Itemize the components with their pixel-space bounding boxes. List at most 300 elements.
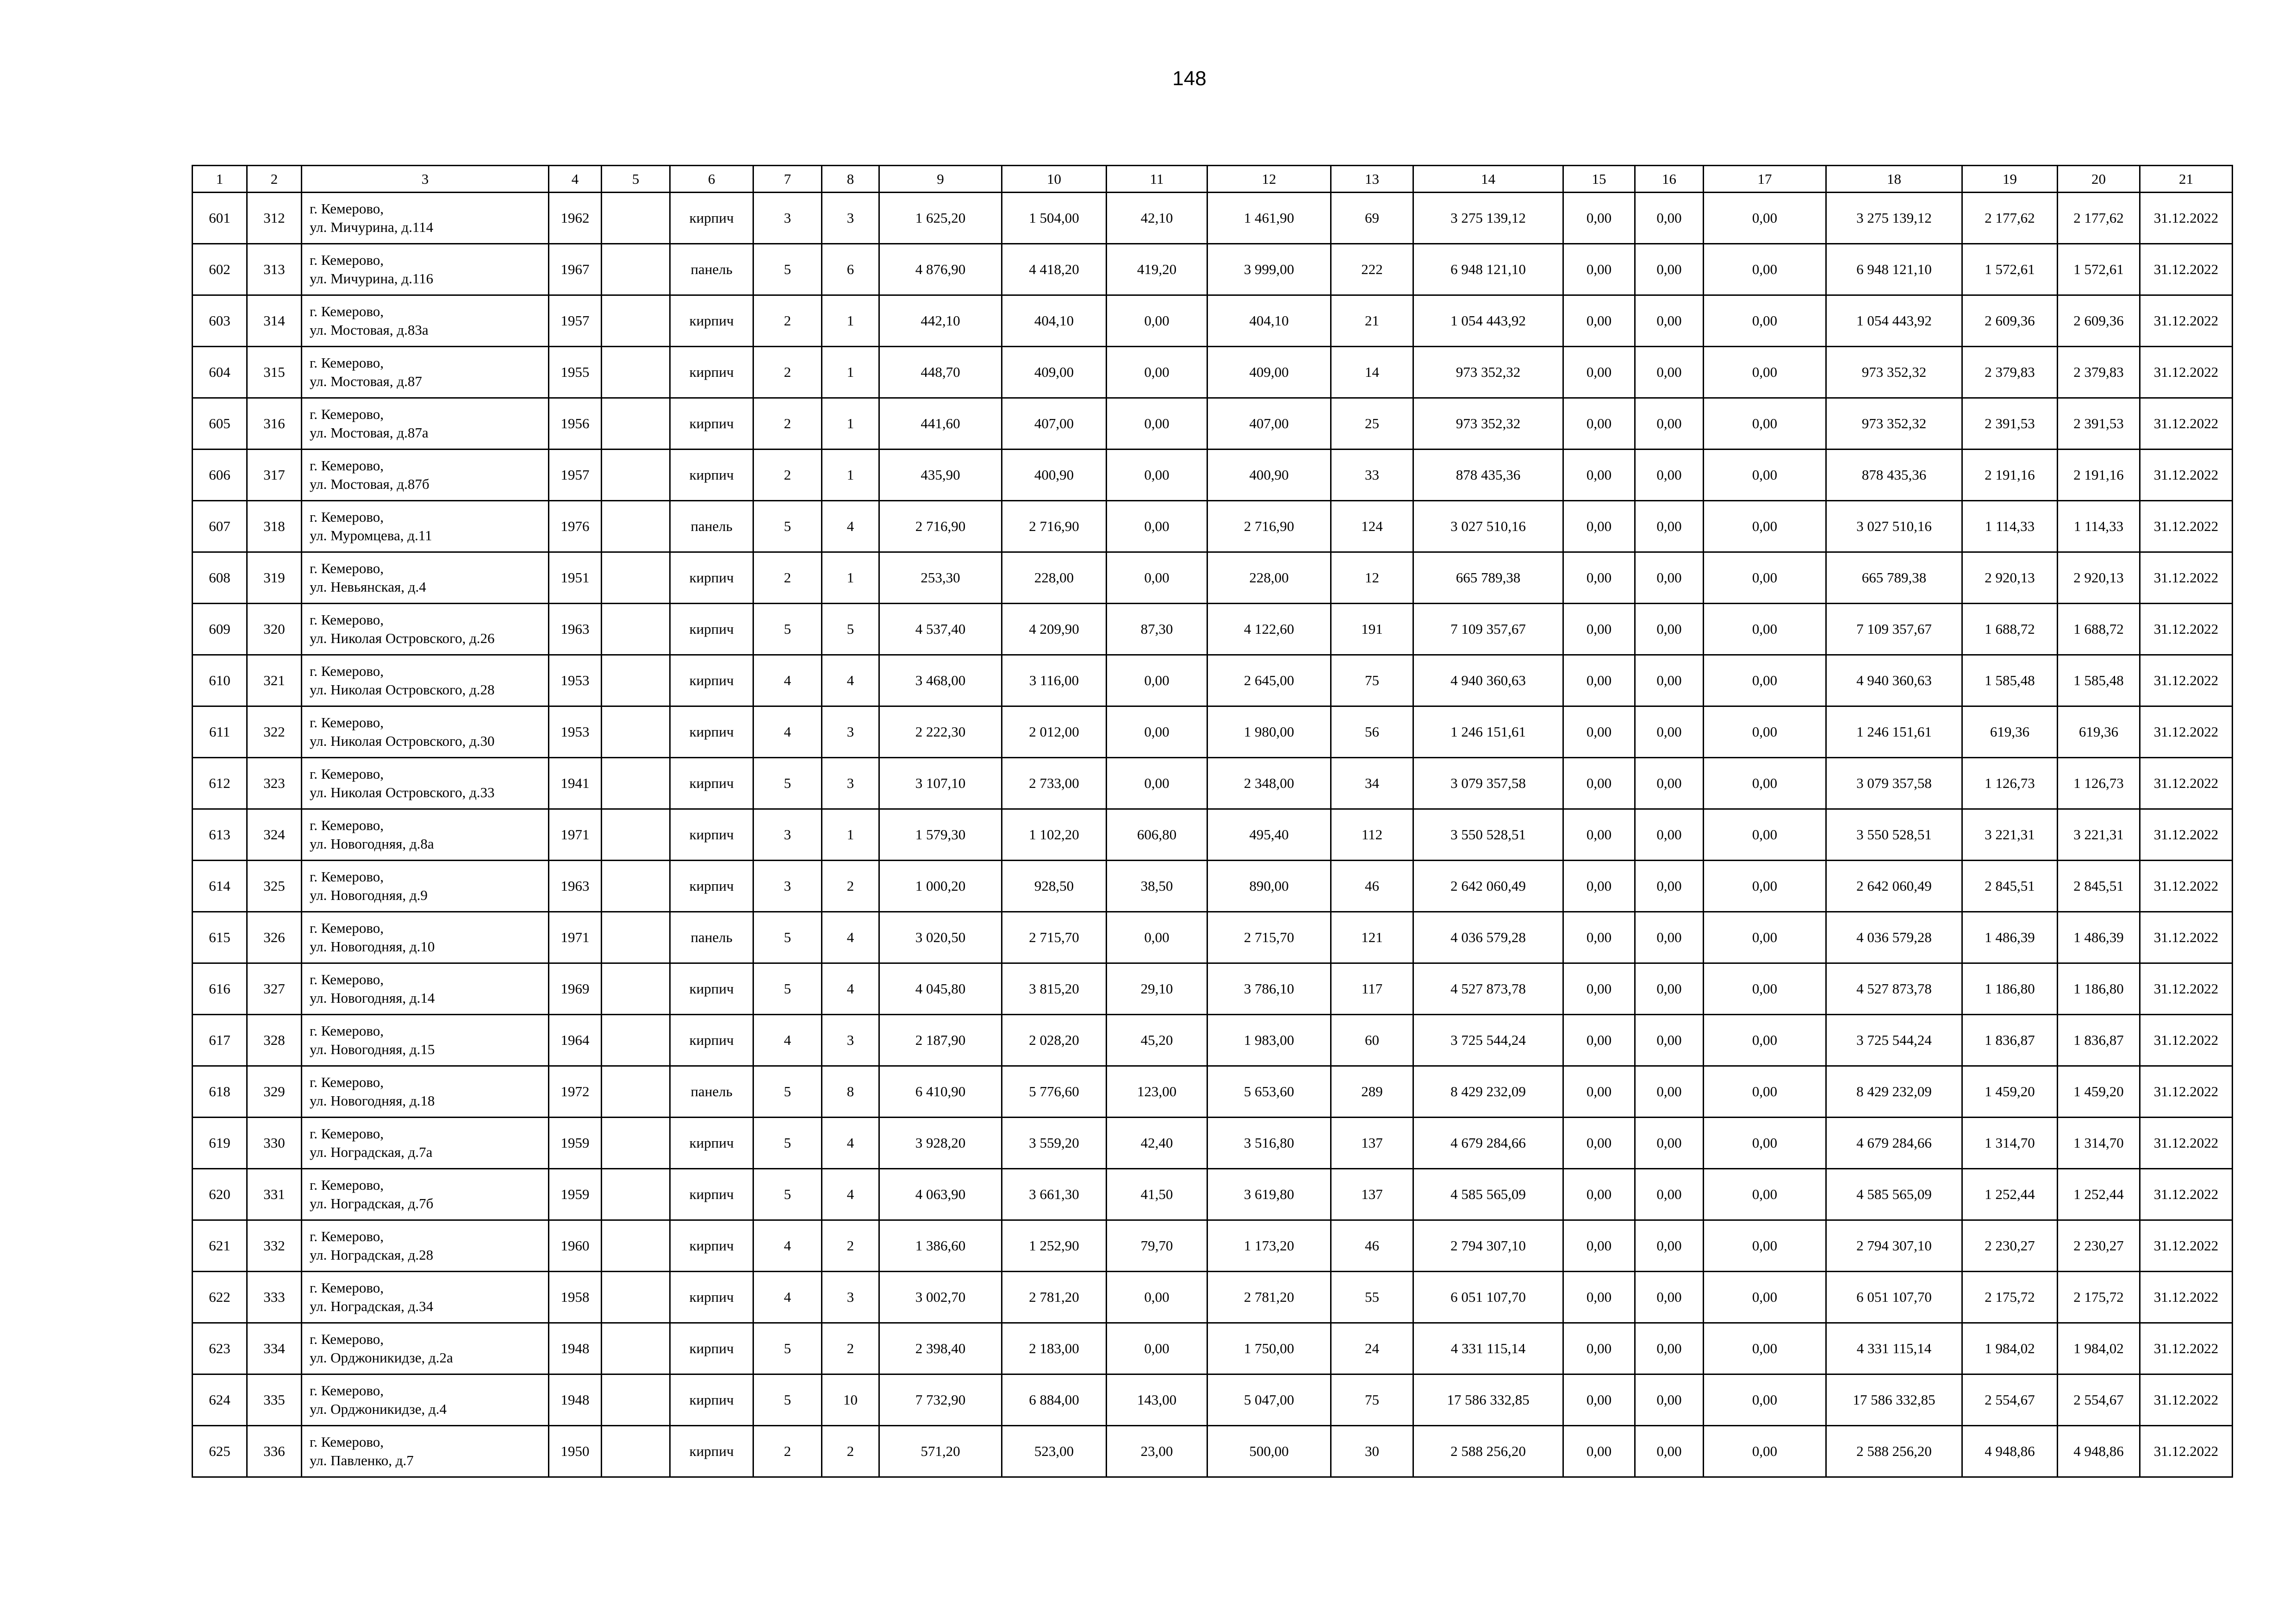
cell-c19: 4 948,86: [1962, 1426, 2058, 1477]
cell-id: 321: [247, 655, 302, 706]
cell-c19: 3 221,31: [1962, 809, 2058, 861]
cell-c13: 21: [1331, 295, 1413, 347]
cell-material: кирпич: [670, 963, 753, 1015]
cell-c11: 419,20: [1107, 244, 1207, 295]
address-street: ул. Мостовая, д.87: [310, 373, 422, 389]
cell-c16: 0,00: [1635, 1426, 1704, 1477]
cell-id: 319: [247, 552, 302, 604]
address-street: ул. Мостовая, д.87б: [310, 476, 429, 492]
address-street: ул. Новогодняя, д.10: [310, 938, 435, 955]
table-row: [193, 706, 2233, 758]
cell-c11: 0,00: [1107, 655, 1207, 706]
cell-c11: 42,40: [1107, 1118, 1207, 1169]
cell-date: 31.12.2022: [2140, 1015, 2233, 1066]
cell-c20: 2 175,72: [2058, 1272, 2140, 1323]
table-row: [193, 809, 2233, 861]
cell-c18: 4 679 284,66: [1826, 1118, 1962, 1169]
cell-id: 333: [247, 1272, 302, 1323]
cell-c17: 0,00: [1704, 295, 1826, 347]
cell-c14: 1 054 443,92: [1413, 295, 1563, 347]
cell-c5: [602, 1374, 670, 1426]
cell-c20: 1 486,39: [2058, 912, 2140, 963]
cell-n: 616: [193, 963, 247, 1015]
cell-c18: 4 036 579,28: [1826, 912, 1962, 963]
cell-material: кирпич: [670, 450, 753, 501]
cell-c9: 2 398,40: [879, 1323, 1002, 1374]
cell-c12: 1 461,90: [1207, 193, 1331, 244]
cell-c18: 7 109 357,67: [1826, 604, 1962, 655]
cell-c5: [602, 552, 670, 604]
cell-year: 1957: [549, 295, 602, 347]
cell-c15: 0,00: [1563, 809, 1635, 861]
cell-c16: 0,00: [1635, 758, 1704, 809]
cell-c20: 4 948,86: [2058, 1426, 2140, 1477]
cell-date: 31.12.2022: [2140, 1066, 2233, 1118]
cell-c14: 2 794 307,10: [1413, 1220, 1563, 1272]
cell-c5: [602, 450, 670, 501]
cell-c15: 0,00: [1563, 758, 1635, 809]
cell-c11: 123,00: [1107, 1066, 1207, 1118]
cell-material: кирпич: [670, 295, 753, 347]
cell-c11: 0,00: [1107, 758, 1207, 809]
address-street: ул. Ноградская, д.7б: [310, 1195, 434, 1212]
cell-material: кирпич: [670, 758, 753, 809]
table-row: [193, 501, 2233, 552]
cell-id: 317: [247, 450, 302, 501]
cell-material: кирпич: [670, 1169, 753, 1220]
cell-date: 31.12.2022: [2140, 1169, 2233, 1220]
cell-c12: 3 516,80: [1207, 1118, 1331, 1169]
cell-c5: [602, 347, 670, 398]
cell-c5: [602, 604, 670, 655]
cell-c19: 1 114,33: [1962, 501, 2058, 552]
cell-c10: 400,90: [1002, 450, 1107, 501]
cell-c18: 4 527 873,78: [1826, 963, 1962, 1015]
address-cell: [302, 1374, 549, 1426]
cell-material: кирпич: [670, 1118, 753, 1169]
cell-c5: [602, 1426, 670, 1477]
cell-c20: 1 459,20: [2058, 1066, 2140, 1118]
cell-entrances: 2: [822, 1323, 879, 1374]
cell-c18: 6 051 107,70: [1826, 1272, 1962, 1323]
cell-year: 1963: [549, 861, 602, 912]
cell-material: кирпич: [670, 398, 753, 450]
cell-c9: 2 187,90: [879, 1015, 1002, 1066]
cell-year: 1976: [549, 501, 602, 552]
column-number-cell: 7: [753, 166, 822, 193]
cell-c5: [602, 655, 670, 706]
cell-c12: 1 983,00: [1207, 1015, 1331, 1066]
cell-c11: 87,30: [1107, 604, 1207, 655]
cell-entrances: 8: [822, 1066, 879, 1118]
cell-material: кирпич: [670, 1426, 753, 1477]
address-cell: [302, 1015, 549, 1066]
cell-c15: 0,00: [1563, 552, 1635, 604]
cell-c14: 4 585 565,09: [1413, 1169, 1563, 1220]
cell-floors: 5: [753, 912, 822, 963]
cell-year: 1971: [549, 912, 602, 963]
column-number-cell: 21: [2140, 166, 2233, 193]
table-row: [193, 398, 2233, 450]
cell-c20: 1 836,87: [2058, 1015, 2140, 1066]
cell-entrances: 1: [822, 295, 879, 347]
cell-c18: 8 429 232,09: [1826, 1066, 1962, 1118]
address-city: г. Кемерово,: [310, 1382, 384, 1399]
cell-c14: 665 789,38: [1413, 552, 1563, 604]
cell-c13: 124: [1331, 501, 1413, 552]
address-city: г. Кемерово,: [310, 457, 384, 474]
cell-floors: 2: [753, 1426, 822, 1477]
column-number-cell: 5: [602, 166, 670, 193]
cell-date: 31.12.2022: [2140, 963, 2233, 1015]
cell-date: 31.12.2022: [2140, 1426, 2233, 1477]
cell-date: 31.12.2022: [2140, 604, 2233, 655]
cell-c15: 0,00: [1563, 295, 1635, 347]
cell-c20: 1 984,02: [2058, 1323, 2140, 1374]
column-number-cell: 13: [1331, 166, 1413, 193]
cell-c19: 1 836,87: [1962, 1015, 2058, 1066]
cell-year: 1951: [549, 552, 602, 604]
cell-c19: 1 486,39: [1962, 912, 2058, 963]
address-city: г. Кемерово,: [310, 252, 384, 268]
cell-c14: 4 331 115,14: [1413, 1323, 1563, 1374]
cell-floors: 5: [753, 1323, 822, 1374]
address-city: г. Кемерово,: [310, 1074, 384, 1090]
cell-c15: 0,00: [1563, 501, 1635, 552]
cell-c9: 1 579,30: [879, 809, 1002, 861]
cell-date: 31.12.2022: [2140, 295, 2233, 347]
cell-date: 31.12.2022: [2140, 347, 2233, 398]
cell-year: 1955: [549, 347, 602, 398]
address-cell: [302, 1272, 549, 1323]
cell-floors: 2: [753, 552, 822, 604]
cell-c5: [602, 1323, 670, 1374]
address-city: г. Кемерово,: [310, 612, 384, 628]
cell-c16: 0,00: [1635, 1118, 1704, 1169]
cell-id: 316: [247, 398, 302, 450]
address-city: г. Кемерово,: [310, 971, 384, 987]
cell-c12: 1 750,00: [1207, 1323, 1331, 1374]
cell-c13: 46: [1331, 861, 1413, 912]
address-street: ул. Мостовая, д.87а: [310, 425, 429, 441]
cell-c10: 5 776,60: [1002, 1066, 1107, 1118]
cell-c18: 1 246 151,61: [1826, 706, 1962, 758]
cell-floors: 5: [753, 1066, 822, 1118]
cell-n: 613: [193, 809, 247, 861]
cell-year: 1964: [549, 1015, 602, 1066]
cell-c13: 55: [1331, 1272, 1413, 1323]
cell-date: 31.12.2022: [2140, 655, 2233, 706]
cell-c16: 0,00: [1635, 1272, 1704, 1323]
address-city: г. Кемерово,: [310, 1177, 384, 1193]
cell-c19: 1 252,44: [1962, 1169, 2058, 1220]
cell-c17: 0,00: [1704, 450, 1826, 501]
address-street: ул. Новогодняя, д.15: [310, 1041, 435, 1057]
cell-c13: 56: [1331, 706, 1413, 758]
cell-n: 614: [193, 861, 247, 912]
address-city: г. Кемерово,: [310, 1023, 384, 1039]
cell-c12: 404,10: [1207, 295, 1331, 347]
cell-c20: 2 379,83: [2058, 347, 2140, 398]
cell-c9: 1 000,20: [879, 861, 1002, 912]
cell-c18: 2 642 060,49: [1826, 861, 1962, 912]
column-number-cell: 15: [1563, 166, 1635, 193]
cell-c5: [602, 861, 670, 912]
cell-c13: 12: [1331, 552, 1413, 604]
cell-floors: 4: [753, 1015, 822, 1066]
cell-c14: 2 642 060,49: [1413, 861, 1563, 912]
cell-c12: 409,00: [1207, 347, 1331, 398]
address-cell: [302, 655, 549, 706]
cell-c14: 3 550 528,51: [1413, 809, 1563, 861]
cell-c9: 253,30: [879, 552, 1002, 604]
cell-c17: 0,00: [1704, 244, 1826, 295]
cell-n: 619: [193, 1118, 247, 1169]
cell-date: 31.12.2022: [2140, 706, 2233, 758]
cell-c16: 0,00: [1635, 1374, 1704, 1426]
address-street: ул. Николая Островского, д.26: [310, 630, 495, 646]
cell-date: 31.12.2022: [2140, 1323, 2233, 1374]
cell-c17: 0,00: [1704, 1118, 1826, 1169]
cell-date: 31.12.2022: [2140, 1374, 2233, 1426]
cell-id: 325: [247, 861, 302, 912]
address-city: г. Кемерово,: [310, 1434, 384, 1450]
cell-c10: 928,50: [1002, 861, 1107, 912]
cell-entrances: 1: [822, 398, 879, 450]
cell-floors: 5: [753, 244, 822, 295]
cell-material: кирпич: [670, 809, 753, 861]
cell-c16: 0,00: [1635, 1169, 1704, 1220]
cell-c11: 0,00: [1107, 347, 1207, 398]
address-city: г. Кемерово,: [310, 1228, 384, 1244]
cell-c18: 3 079 357,58: [1826, 758, 1962, 809]
cell-c5: [602, 912, 670, 963]
address-street: ул. Ноградская, д.28: [310, 1247, 434, 1263]
cell-year: 1953: [549, 706, 602, 758]
cell-entrances: 1: [822, 347, 879, 398]
cell-c15: 0,00: [1563, 450, 1635, 501]
column-number-cell: 1: [193, 166, 247, 193]
cell-c10: 4 209,90: [1002, 604, 1107, 655]
cell-c12: 5 047,00: [1207, 1374, 1331, 1426]
cell-c11: 23,00: [1107, 1426, 1207, 1477]
cell-c19: 2 175,72: [1962, 1272, 2058, 1323]
address-city: г. Кемерово,: [310, 1280, 384, 1296]
cell-c17: 0,00: [1704, 552, 1826, 604]
cell-c18: 6 948 121,10: [1826, 244, 1962, 295]
cell-c20: 1 252,44: [2058, 1169, 2140, 1220]
cell-date: 31.12.2022: [2140, 1220, 2233, 1272]
cell-entrances: 2: [822, 861, 879, 912]
cell-n: 625: [193, 1426, 247, 1477]
cell-material: кирпич: [670, 655, 753, 706]
cell-c13: 69: [1331, 193, 1413, 244]
cell-c11: 0,00: [1107, 501, 1207, 552]
address-city: г. Кемерово,: [310, 406, 384, 422]
cell-id: 332: [247, 1220, 302, 1272]
address-cell: [302, 809, 549, 861]
cell-c14: 878 435,36: [1413, 450, 1563, 501]
data-table: [192, 165, 2233, 1478]
cell-c10: 3 116,00: [1002, 655, 1107, 706]
cell-c18: 4 940 360,63: [1826, 655, 1962, 706]
address-city: г. Кемерово,: [310, 1125, 384, 1142]
cell-c5: [602, 809, 670, 861]
cell-c13: 137: [1331, 1169, 1413, 1220]
cell-c19: 2 177,62: [1962, 193, 2058, 244]
cell-date: 31.12.2022: [2140, 193, 2233, 244]
cell-c9: 1 625,20: [879, 193, 1002, 244]
cell-floors: 4: [753, 655, 822, 706]
cell-n: 609: [193, 604, 247, 655]
table-row: [193, 1015, 2233, 1066]
cell-entrances: 2: [822, 1426, 879, 1477]
cell-c20: 1 114,33: [2058, 501, 2140, 552]
cell-year: 1948: [549, 1323, 602, 1374]
cell-c10: 3 661,30: [1002, 1169, 1107, 1220]
cell-c13: 121: [1331, 912, 1413, 963]
cell-c5: [602, 1066, 670, 1118]
cell-c10: 2 781,20: [1002, 1272, 1107, 1323]
cell-c11: 0,00: [1107, 552, 1207, 604]
cell-year: 1941: [549, 758, 602, 809]
cell-n: 601: [193, 193, 247, 244]
cell-c12: 5 653,60: [1207, 1066, 1331, 1118]
address-cell: [302, 1118, 549, 1169]
cell-c18: 878 435,36: [1826, 450, 1962, 501]
cell-n: 623: [193, 1323, 247, 1374]
cell-c10: 3 815,20: [1002, 963, 1107, 1015]
column-number-cell: 4: [549, 166, 602, 193]
cell-material: кирпич: [670, 552, 753, 604]
cell-floors: 5: [753, 1169, 822, 1220]
address-cell: [302, 295, 549, 347]
cell-year: 1967: [549, 244, 602, 295]
cell-c11: 0,00: [1107, 1323, 1207, 1374]
table-row: [193, 1323, 2233, 1374]
cell-c12: 3 999,00: [1207, 244, 1331, 295]
cell-c17: 0,00: [1704, 1066, 1826, 1118]
cell-n: 618: [193, 1066, 247, 1118]
address-street: ул. Орджоникидзе, д.2а: [310, 1349, 453, 1366]
cell-c19: 2 191,16: [1962, 450, 2058, 501]
cell-c17: 0,00: [1704, 1169, 1826, 1220]
cell-floors: 5: [753, 1118, 822, 1169]
cell-c10: 2 716,90: [1002, 501, 1107, 552]
cell-year: 1962: [549, 193, 602, 244]
cell-c17: 0,00: [1704, 963, 1826, 1015]
table-row: [193, 1220, 2233, 1272]
cell-c18: 973 352,32: [1826, 398, 1962, 450]
cell-n: 608: [193, 552, 247, 604]
cell-n: 624: [193, 1374, 247, 1426]
cell-c19: 1 314,70: [1962, 1118, 2058, 1169]
cell-c13: 33: [1331, 450, 1413, 501]
cell-c12: 2 348,00: [1207, 758, 1331, 809]
cell-c16: 0,00: [1635, 501, 1704, 552]
page-number: 148: [1172, 67, 1207, 90]
cell-floors: 2: [753, 398, 822, 450]
cell-entrances: 2: [822, 1220, 879, 1272]
cell-c18: 3 725 544,24: [1826, 1015, 1962, 1066]
cell-c5: [602, 1220, 670, 1272]
cell-n: 617: [193, 1015, 247, 1066]
cell-floors: 3: [753, 861, 822, 912]
address-city: г. Кемерово,: [310, 509, 384, 525]
cell-c16: 0,00: [1635, 809, 1704, 861]
cell-c9: 4 876,90: [879, 244, 1002, 295]
cell-c19: 2 379,83: [1962, 347, 2058, 398]
address-street: ул. Мостовая, д.83а: [310, 322, 429, 338]
cell-c14: 3 027 510,16: [1413, 501, 1563, 552]
cell-c16: 0,00: [1635, 604, 1704, 655]
cell-c9: 7 732,90: [879, 1374, 1002, 1426]
cell-n: 620: [193, 1169, 247, 1220]
cell-c11: 0,00: [1107, 295, 1207, 347]
cell-c19: 2 391,53: [1962, 398, 2058, 450]
cell-c11: 143,00: [1107, 1374, 1207, 1426]
cell-c20: 2 191,16: [2058, 450, 2140, 501]
cell-c16: 0,00: [1635, 398, 1704, 450]
cell-entrances: 3: [822, 758, 879, 809]
cell-c16: 0,00: [1635, 1015, 1704, 1066]
cell-c16: 0,00: [1635, 655, 1704, 706]
cell-c18: 4 585 565,09: [1826, 1169, 1962, 1220]
cell-c14: 17 586 332,85: [1413, 1374, 1563, 1426]
cell-entrances: 10: [822, 1374, 879, 1426]
cell-entrances: 4: [822, 1118, 879, 1169]
cell-c12: 2 716,90: [1207, 501, 1331, 552]
cell-material: кирпич: [670, 193, 753, 244]
cell-date: 31.12.2022: [2140, 809, 2233, 861]
cell-id: 329: [247, 1066, 302, 1118]
cell-entrances: 4: [822, 1169, 879, 1220]
cell-floors: 5: [753, 1374, 822, 1426]
cell-c19: 2 554,67: [1962, 1374, 2058, 1426]
cell-c5: [602, 758, 670, 809]
address-city: г. Кемерово,: [310, 663, 384, 679]
cell-c20: 2 391,53: [2058, 398, 2140, 450]
cell-c10: 2 028,20: [1002, 1015, 1107, 1066]
address-cell: [302, 758, 549, 809]
table-row: [193, 1272, 2233, 1323]
cell-year: 1956: [549, 398, 602, 450]
address-city: г. Кемерово,: [310, 1331, 384, 1347]
cell-year: 1971: [549, 809, 602, 861]
cell-c13: 25: [1331, 398, 1413, 450]
cell-c5: [602, 1118, 670, 1169]
cell-c16: 0,00: [1635, 861, 1704, 912]
cell-c13: 191: [1331, 604, 1413, 655]
cell-c14: 4 527 873,78: [1413, 963, 1563, 1015]
cell-c13: 30: [1331, 1426, 1413, 1477]
address-city: г. Кемерово,: [310, 303, 384, 319]
cell-id: 314: [247, 295, 302, 347]
table-row: [193, 758, 2233, 809]
cell-c19: 1 126,73: [1962, 758, 2058, 809]
address-street: ул. Павленко, д.7: [310, 1452, 414, 1468]
cell-id: 330: [247, 1118, 302, 1169]
cell-c17: 0,00: [1704, 706, 1826, 758]
cell-n: 612: [193, 758, 247, 809]
cell-c17: 0,00: [1704, 1015, 1826, 1066]
cell-id: 336: [247, 1426, 302, 1477]
address-cell: [302, 244, 549, 295]
cell-c9: 2 716,90: [879, 501, 1002, 552]
cell-c9: 3 002,70: [879, 1272, 1002, 1323]
cell-c10: 2 715,70: [1002, 912, 1107, 963]
cell-c19: 2 609,36: [1962, 295, 2058, 347]
